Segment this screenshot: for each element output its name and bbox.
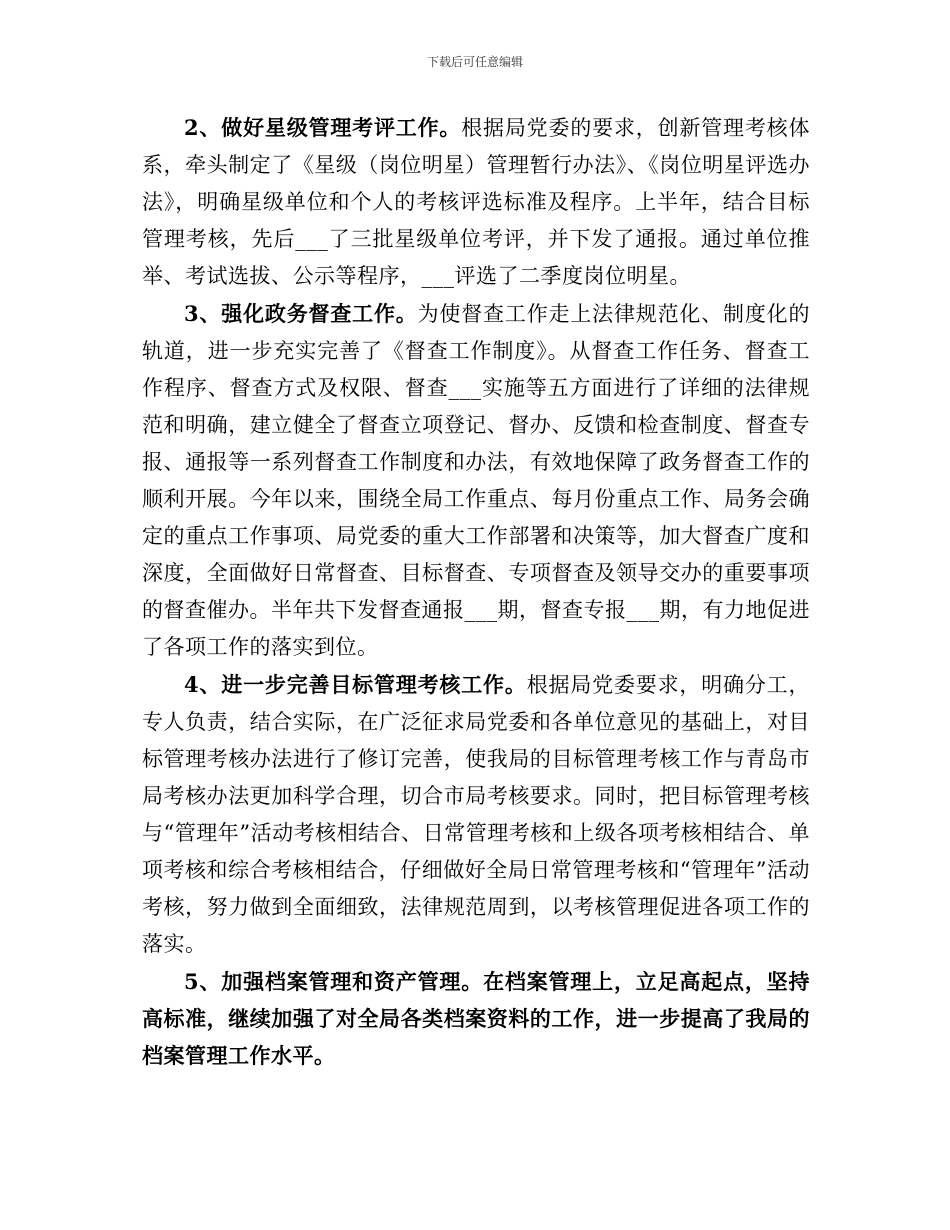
paragraph-archive-management <box>142 963 810 1074</box>
paragraph-heading: 4、进一步完善目标管理考核工作。 <box>184 672 527 697</box>
paragraph-text: 根据局党委要求，明确分工，专人负责，结合实际，在广泛征求局党委和各单位意见的基础上，对目标管理考核办法进行了修订完善，使我局的目标管理考核工作与青岛市局考核办法更加科学合理，切合市局考核要求。同时，把目标管理考核与“管理年”活动考核相结合、日常管理考核和上级各项考核相结合、单项考核和综合考核相结合，仔细做好全局日常管理考核和“管理年”活动考核，努力做到全面细致，法律规范周到，以考核管理促进各项工作的落实。 <box>142 673 810 956</box>
paragraph-target-management <box>142 666 810 963</box>
paragraph-text: 在档案管理上，立足高起点，坚持高标准，继续加强了对全局各类档案资料的工作，进一步提高了我局的档案管理工作水平。 <box>142 969 810 1068</box>
page-header: 下载后可任意编辑 <box>426 55 523 69</box>
paragraph-heading: 3、强化政务督查工作。 <box>184 301 418 326</box>
paragraph-text: 为使督查工作走上法律规范化、制度化的轨道，进一步充实完善了《督查工作制度》。从督查工作任务、督查工作程序、督查方式及权限、督查___实施等五方面进行了详细的法律规范和明确，建立健全了督查立项登记、督办、反馈和检查制度、督查专报、通报等一系列督查工作制度和办法，有效地保障了政务督查工作的顺利开展。今年以来，围绕全局工作重点、每月份重点工作、局务会确定的重点工作事项、局党委的重大工作部署和决策等，加大督查广度和深度，全面做好日常督查、目标督查、专项督查及领导交办的重要事项的督查催办。半年共下发督查通报___期，督查专报___期，有力地促进了各项工作的落实到位。 <box>142 302 810 659</box>
document-body <box>142 109 810 1074</box>
paragraph-star-rating <box>142 109 810 295</box>
paragraph-supervision <box>142 295 810 666</box>
paragraph-heading: 2、做好星级管理考评工作。 <box>184 115 462 140</box>
paragraph-text: 根据局党委的要求，创新管理考核体系，牵头制定了《星级（岗位明星）管理暂行办法》、《岗位明星评选办法》，明确星级单位和个人的考核评选标准及程序。上半年，结合目标管理考核，先后___了三批星级单位考评，并下发了通报。通过单位推举、考试选拔、公示等程序，___评选了二季度岗位明星。 <box>142 116 810 288</box>
paragraph-heading: 5、加强档案管理和资产管理。 <box>184 969 484 994</box>
